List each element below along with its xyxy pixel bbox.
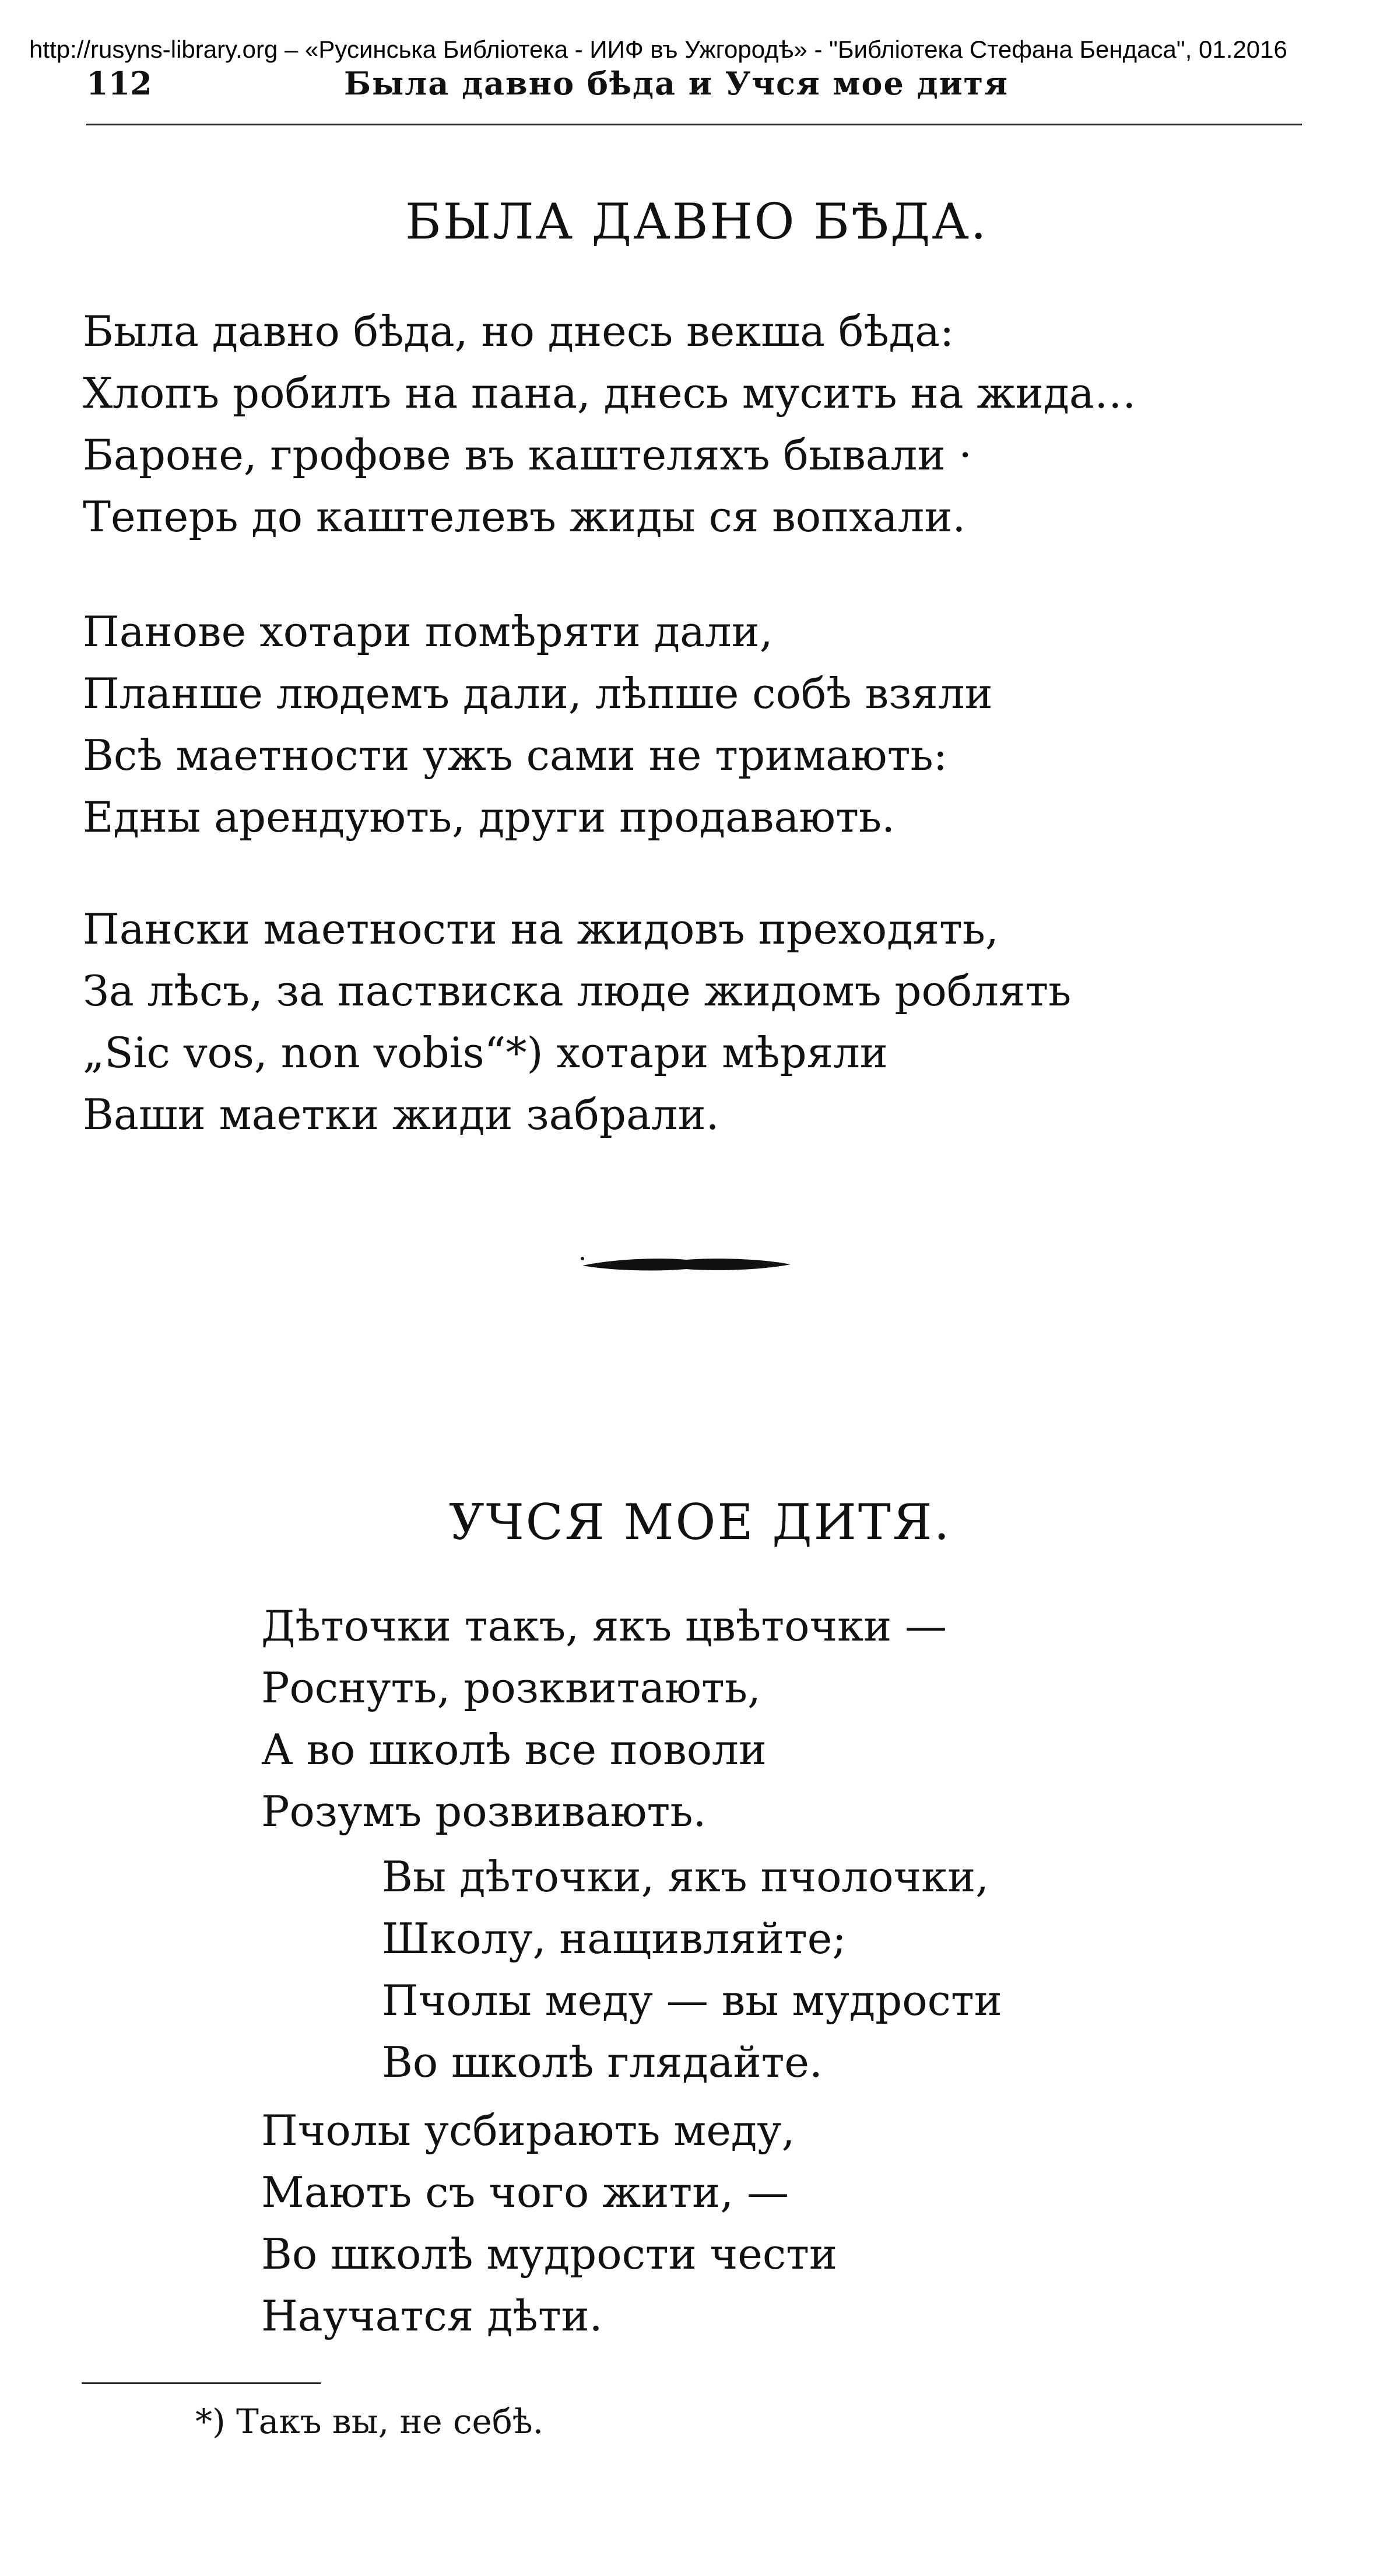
verse-line: „Sic vos, non vobis“*) хотари мѣряли (83, 1028, 888, 1077)
verse-line: Дѣточки такъ, якъ цвѣточки — (261, 1601, 947, 1650)
stanza (261, 1595, 947, 1842)
verse-line: А во школѣ все поволи (261, 1725, 767, 1774)
stanza (261, 2100, 837, 2347)
verse-line: Пчолы усбирають меду, (261, 2106, 795, 2155)
verse-line: Научатся дѣти. (261, 2291, 603, 2340)
verse-line: Школу, нащивляйте; (382, 1914, 847, 1963)
page-number: 112 (86, 65, 152, 102)
verse-line: Панове хотари помѣряти дали, (83, 607, 773, 656)
footnote-rule (82, 2382, 321, 2384)
verse-line: За лѣсъ, за паствиска люде жидомъ роблять (83, 966, 1072, 1015)
verse-line: Ваши маетки жиди забрали. (83, 1090, 719, 1139)
verse-line: Вы дѣточки, якъ пчолочки, (382, 1852, 989, 1901)
verse-line: Едны арендують, други продавають. (83, 793, 895, 842)
running-head: Была давно бѣда и Учся мое дитя (344, 65, 1009, 102)
source-note: http://rusyns-library.org – «Русинська Библіотека - ИИФ въ Ужгородѣ» - "Библіотека Стефана Бендаса", 01.2016 (29, 36, 1287, 63)
verse-line: Была давно бѣда, но днесь векша бѣда: (83, 307, 954, 356)
stanza (83, 300, 1136, 548)
verse-line: Бароне, грофове въ каштеляхъ бывали · (83, 430, 972, 479)
verse-line: Во школѣ мудрости чести (261, 2230, 837, 2279)
stanza (83, 898, 1071, 1145)
stanza (382, 1846, 1002, 2093)
stanza (83, 601, 993, 848)
footnote: *) Такъ вы, не себѣ. (195, 2402, 544, 2441)
verse-line: Роснуть, розквитають, (261, 1663, 761, 1712)
verse-line: Мають съ чого жити, — (261, 2168, 789, 2217)
verse-line: Пчолы меду — вы мудрости (382, 1976, 1002, 2025)
verse-line: Теперь до каштелевъ жиды ся вопхали. (83, 492, 966, 541)
verse-line: Розумъ розвивають. (261, 1787, 707, 1836)
verse-line: Во школѣ глядайте. (382, 2038, 823, 2087)
verse-line: Всѣ маетности ужъ сами не тримають: (83, 731, 947, 780)
verse-line: Планше людемъ дали, лѣпше собѣ взяли (83, 669, 993, 718)
poem-title: БЫЛА ДАВНО БѢДА. (405, 193, 988, 250)
poem-title: УЧСЯ МОЕ ДИТЯ. (449, 1494, 951, 1551)
verse-line: Хлопъ робилъ на пана, днесь мусить на жида… (83, 369, 1136, 418)
verse-line: Пански маетности на жидовъ преходять, (83, 905, 999, 954)
header-rule (86, 124, 1302, 125)
ornament-divider (580, 1254, 793, 1275)
